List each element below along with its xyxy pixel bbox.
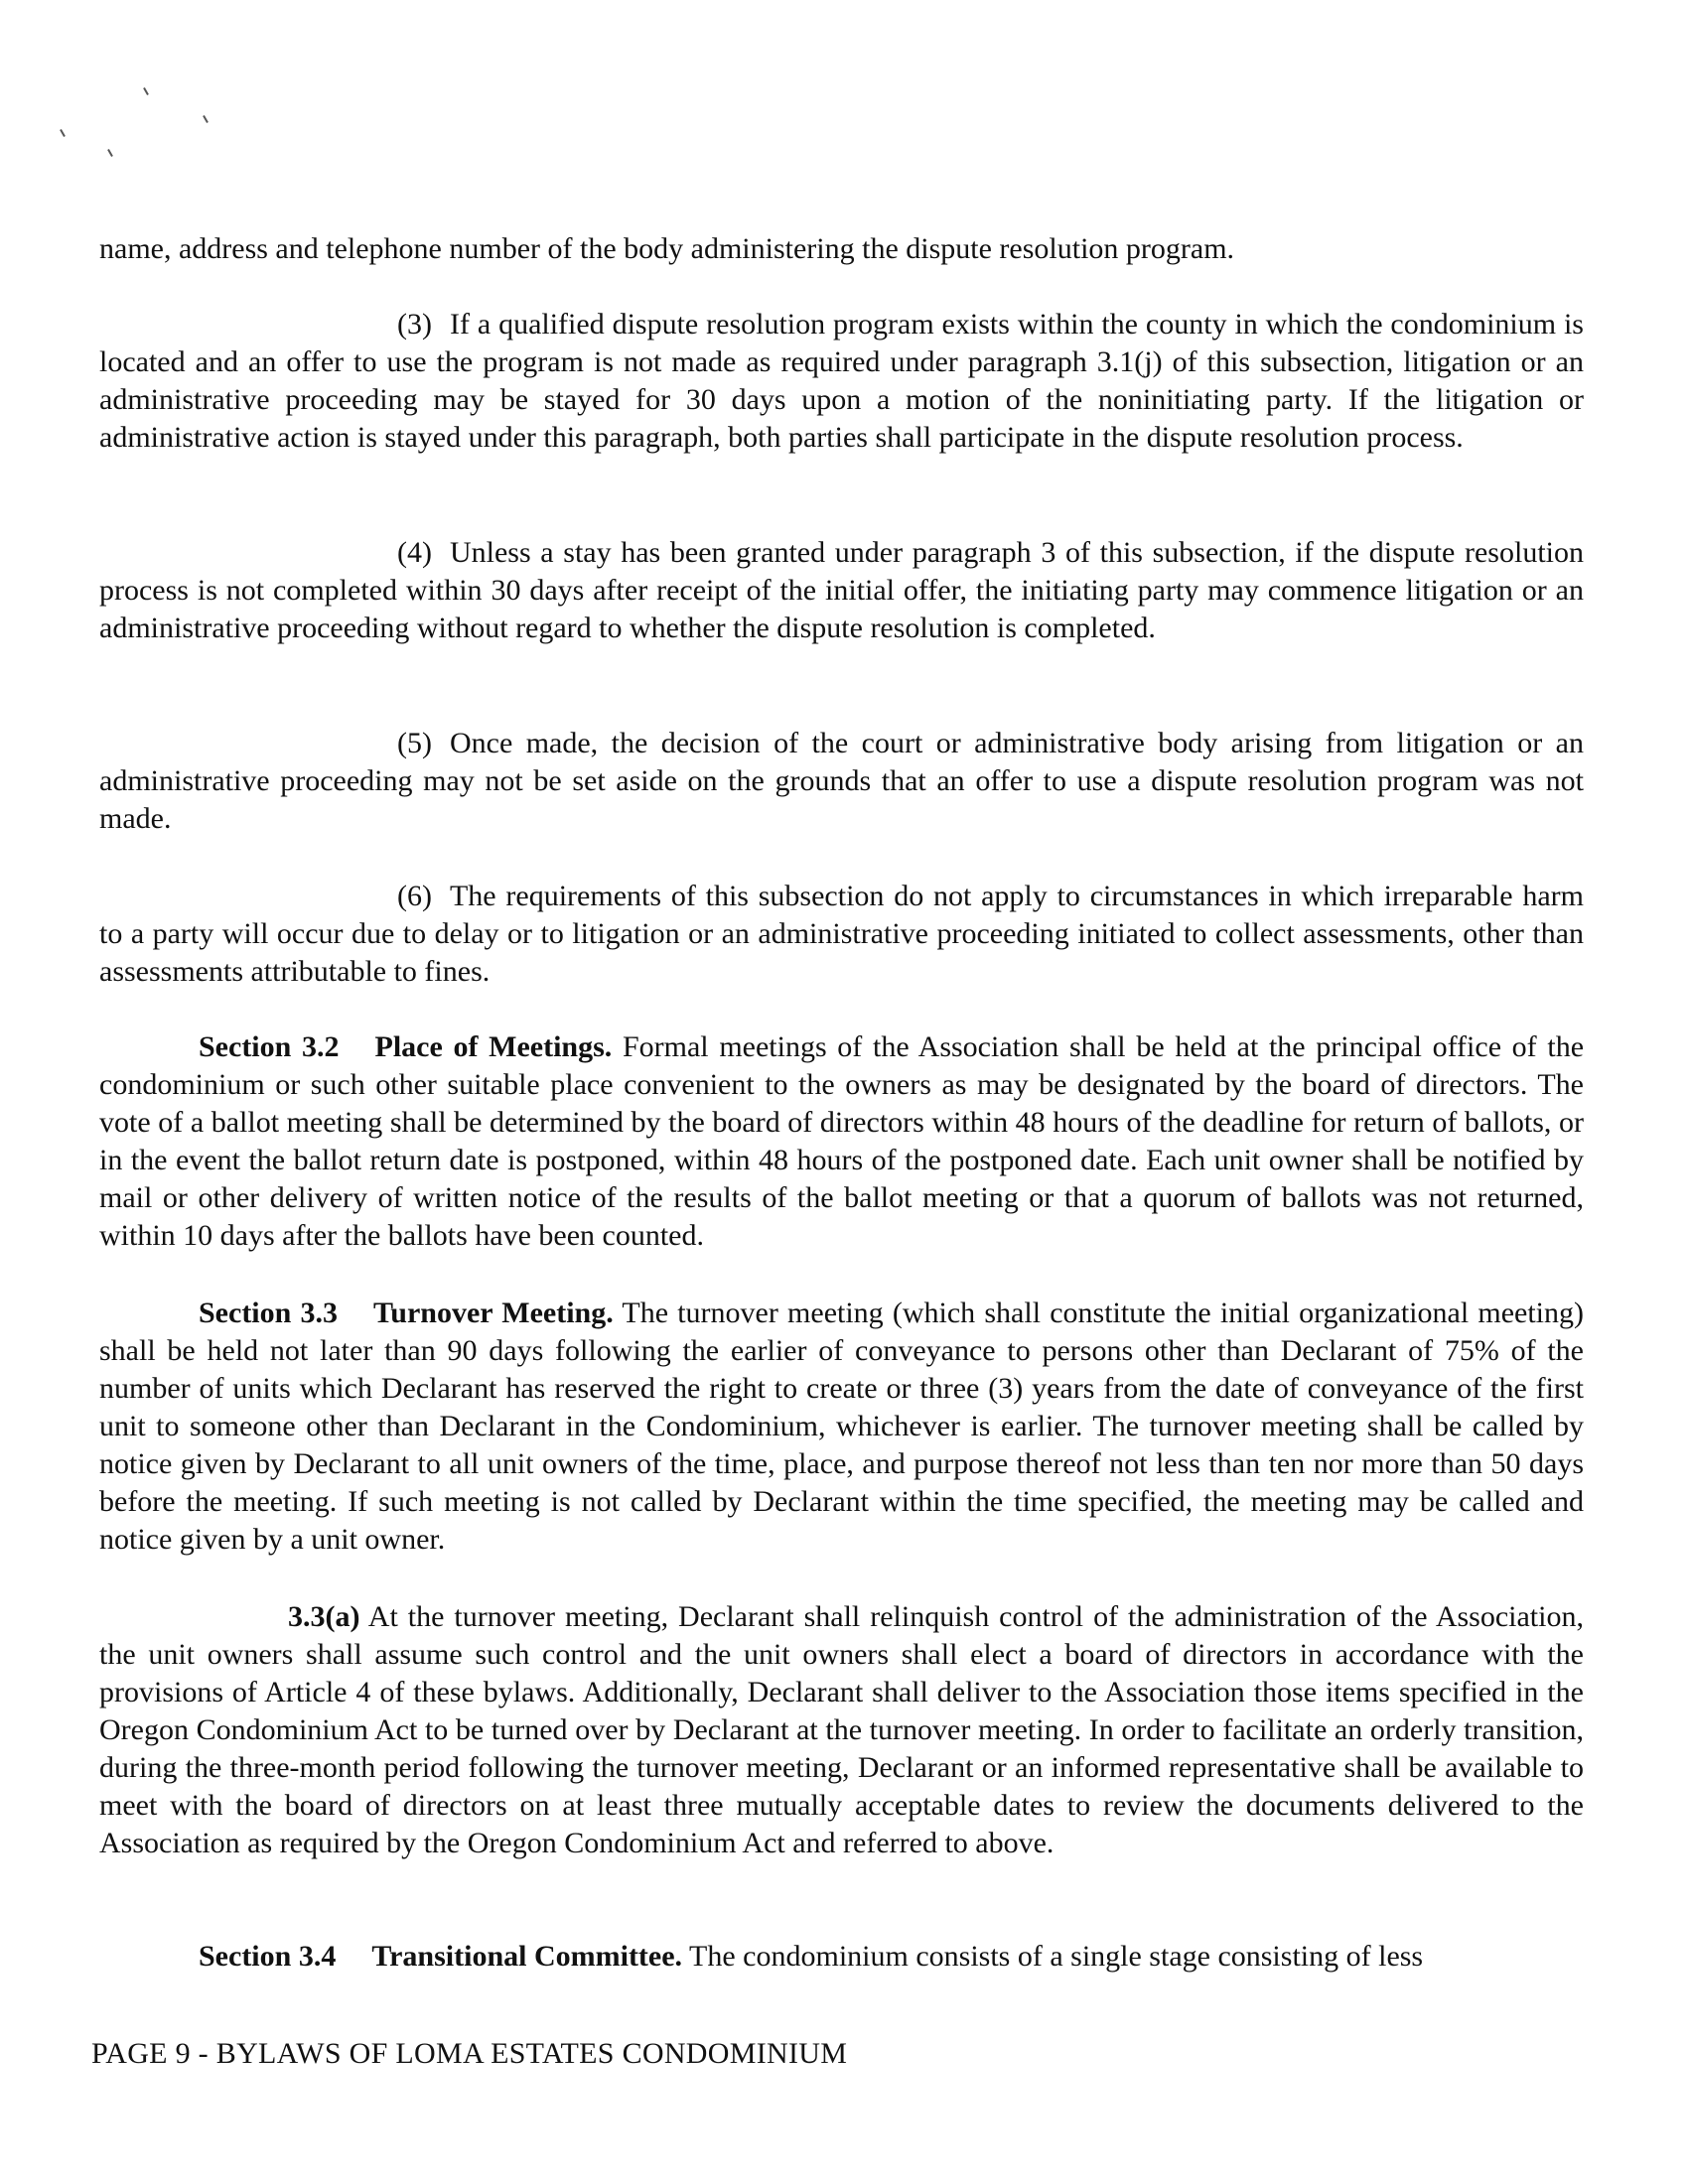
subparagraph-number: (5) [397, 727, 432, 759]
section-3-4 [99, 1938, 1584, 1976]
subparagraph-3 [99, 306, 1584, 457]
subsection-3-3a [99, 1598, 1584, 1862]
subparagraph-6 [99, 878, 1584, 991]
intro-line-text: name, address and telephone number of the body administering the dispute resolution program. [99, 232, 1235, 265]
section-text: The turnover meeting (which shall constitute the initial organizational meeting) shall be held not later than 90 days following the earlier of conveyance to persons other than Declarant of 75% of the number of units which Declarant has reserved the right to create or three (3) years from the date of conveyance of the first unit to someone other than Declarant in the Condominium, whichever is earlier. The turnover meeting shall be called by notice given by Declarant to all unit owners of the time, place, and purpose thereof not less than ten nor more than 50 days before the meeting. If such meeting is not called by Declarant within the time specified, the meeting may be called and notice given by a unit owner. [99, 1297, 1584, 1556]
scan-mark [107, 149, 113, 157]
subparagraph-text: Once made, the decision of the court or administrative body arising from litigation or an administrative proceeding may not be set aside on the grounds that an offer to use a dispute resolution program was not made. [99, 727, 1584, 835]
subsection-label: 3.3(a) [288, 1600, 360, 1633]
section-label: Section 3.4 [199, 1940, 337, 1973]
section-text: The condominium consists of a single stage consisting of less [689, 1940, 1424, 1973]
section-3-2 [99, 1028, 1584, 1255]
subsection-text: At the turnover meeting, Declarant shall relinquish control of the administration of the Association, the unit owners shall assume such control and the unit owners shall elect a board of directors in accordance with the provisions of Article 4 of these bylaws. Additionally, Declarant shall deliver to the Association those items specified in the Oregon Condominium Act to be turned over by Declarant at the turnover meeting. In order to facilitate an orderly transition, during the three-month period following the turnover meeting, Declarant or an informed representative shall be available to meet with the board of directors on at least three mutually acceptable dates to review the documents delivered to the Association as required by the Oregon Condominium Act and referred to above. [99, 1600, 1584, 1859]
section-label: Section 3.2 [199, 1030, 340, 1063]
scan-mark [203, 115, 209, 123]
subparagraph-number: (4) [397, 536, 432, 569]
subparagraph-text: If a qualified dispute resolution program exists within the county in which the condominium is located and an offer to use the program is not made as required under paragraph 3.1(j) of this subsection, litigation or an administrative proceeding may be stayed for 30 days upon a motion of the noninitiating party. If the litigation or administrative action is stayed under this paragraph, both parties shall participate in the dispute resolution process. [99, 308, 1584, 454]
section-label: Section 3.3 [199, 1297, 339, 1329]
subparagraph-number: (3) [397, 308, 432, 341]
section-title: Transitional Committee. [371, 1940, 683, 1973]
subparagraph-4 [99, 534, 1584, 647]
subparagraph-5 [99, 725, 1584, 838]
section-title: Place of Meetings. [374, 1030, 613, 1063]
scan-mark [143, 87, 149, 95]
subparagraph-text: Unless a stay has been granted under paragraph 3 of this subsection, if the dispute resolution process is not completed within 30 days after receipt of the initial offer, the initiating party may commence litigation or an administrative proceeding without regard to whether the dispute resolution is completed. [99, 536, 1584, 644]
subparagraph-number: (6) [397, 880, 432, 912]
section-title: Turnover Meeting. [373, 1297, 614, 1329]
intro-line [99, 230, 1584, 268]
page-footer: PAGE 9 - BYLAWS OF LOMA ESTATES CONDOMINIUM [91, 2037, 848, 2070]
subparagraph-text: The requirements of this subsection do not apply to circumstances in which irreparable harm to a party will occur due to delay or to litigation or an administrative proceeding initiated to collect assessments, other than assessments attributable to fines. [99, 880, 1584, 988]
section-text: Formal meetings of the Association shall be held at the principal office of the condominium or such other suitable place convenient to the owners as may be designated by the board of directors. The vote of a ballot meeting shall be determined by the board of directors within 48 hours of the deadline for return of ballots, or in the event the ballot return date is postponed, within 48 hours of the postponed date. Each unit owner shall be notified by mail or other delivery of written notice of the results of the ballot meeting or that a quorum of ballots was not returned, within 10 days after the ballots have been counted. [99, 1030, 1585, 1252]
section-3-3 [99, 1295, 1584, 1559]
scan-mark [60, 129, 66, 137]
